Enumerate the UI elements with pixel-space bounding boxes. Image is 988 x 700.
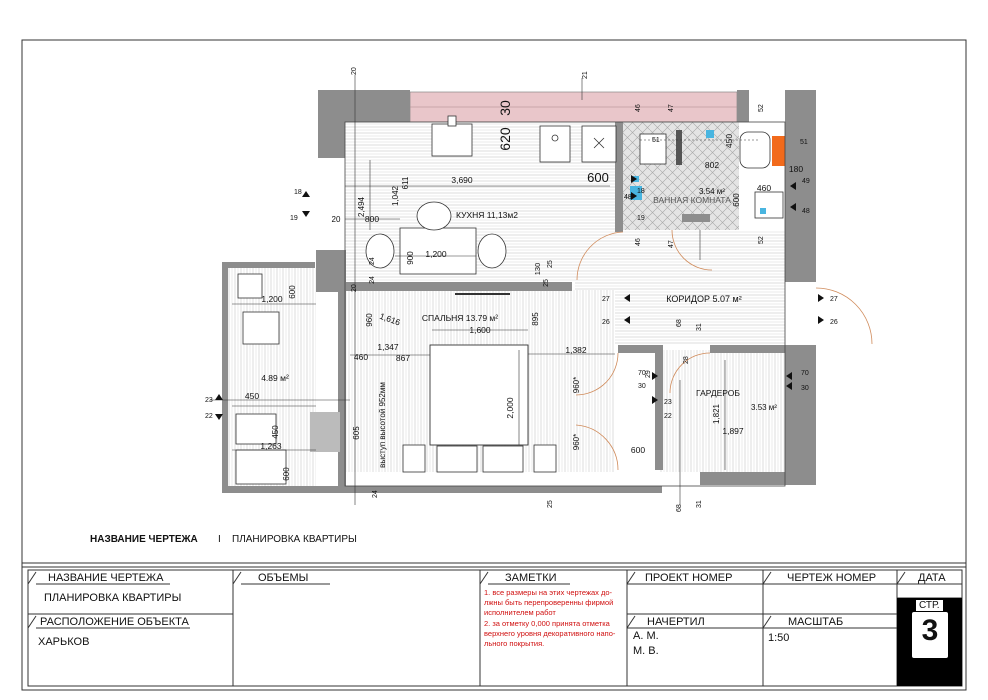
mark: 52 [758,236,765,244]
drawing-title-separator: I [218,534,221,545]
room-area-wardrobe: 3.53 м² [751,403,777,412]
dim-180: 180 [788,164,804,174]
mark: 18 [294,189,302,196]
dim-867: 867 [395,353,411,363]
dim-802: 802 [704,160,720,170]
mark: 51 [652,137,660,144]
stove [432,124,472,156]
mark: 30 [638,383,646,390]
wall [222,262,315,268]
tb-date-label: ДАТА [918,572,946,584]
dim-605: 605 [352,426,361,440]
dim-1263: 1,263 [260,441,282,451]
mark: 24 [369,257,376,265]
mark: 46 [635,238,642,246]
dim-1897: 1,897 [722,426,744,436]
tb-note-1: 1. все размеры на этих чертежах до-лжны быть перепроверенны фирмой исполнителем работ [484,588,614,617]
mark: 24 [372,490,379,498]
mark: 20 [351,67,358,75]
wall [346,282,572,291]
dim-1042: 1,042 [391,185,400,207]
dim-620: 620 [497,127,513,151]
mark: 29 [645,370,652,378]
mark: 28 [683,356,690,364]
heater [772,136,785,166]
dim-1600: 1,600 [469,325,491,335]
room-label-wardrobe: ГАРДЕРОБ [696,388,740,398]
tb-location-label: РАСПОЛОЖЕНИЕ ОБЪЕКТА [40,616,189,628]
mark: 25 [547,260,554,268]
dim-960a: 960 [365,313,374,327]
mark: 30 [801,385,809,392]
drawing-title-label: НАЗВАНИЕ ЧЕРТЕЖА [90,534,198,545]
mark: 47 [668,104,675,112]
armchair [243,312,279,344]
drawing-title-value: ПЛАНИРОВКА КВАРТИРЫ [232,534,357,545]
room-label-kitchen: КУХНЯ 11,13м2 [456,210,518,220]
mark: 21 [582,71,589,79]
mark: 22 [664,413,672,420]
tb-drawn-value-2: М. В. [633,645,659,657]
wall [318,90,345,158]
tb-name-label: НАЗВАНИЕ ЧЕРТЕЖА [48,572,164,584]
dim-600d: 600 [282,467,291,481]
washing-machine [238,274,262,298]
dim-1821: 1,821 [712,403,721,425]
dim-20: 20 [331,215,341,224]
mark: 26 [602,319,610,326]
dim-1616: 1,616 [378,310,402,328]
dim-25: 25 [543,279,550,287]
dim-2000: 2,000 [505,397,515,419]
dim-30: 30 [497,100,513,116]
room-label-corridor: КОРИДОР 5.07 м² [666,294,742,304]
mark: 70 [638,370,646,377]
dim-900: 900 [406,251,415,265]
dim-960c: 960* [572,433,581,451]
mark: 23 [664,399,672,406]
dim-2494: 2,494 [357,196,366,218]
wall [222,262,228,492]
mark: 68 [676,504,683,512]
wall [737,90,749,122]
dim-24: 24 [369,276,376,284]
wall [655,345,663,470]
dim-1382: 1,382 [565,345,587,355]
tb-name-value: ПЛАНИРОВКА КВАРТИРЫ [44,592,182,604]
dim-450c: 450 [271,425,280,439]
cabinet [236,414,276,444]
dim-800: 800 [364,214,380,224]
tb-location-value: ХАРЬКОВ [38,636,90,648]
mark: 20 [351,284,358,292]
mark: 52 [758,104,765,112]
dim-960b: 960* [572,376,581,394]
tb-scale-label: МАСШТАБ [788,616,844,628]
tb-page-label: СТР. [916,600,943,611]
mark: 47 [668,240,675,248]
room-label-bathroom: ВАННАЯ КОМНАТА [653,195,731,205]
mark: 70 [801,370,809,377]
toilet [740,132,770,168]
dim-1200: 1,200 [425,249,447,259]
mark: 25 [547,500,554,508]
dim-611: 611 [401,176,410,190]
tb-scale-value: 1:50 [768,632,790,644]
note-protrusion: выступ высотой 952мм [378,382,387,468]
mark: 26 [830,319,838,326]
dim-600e: 600 [630,445,646,455]
mark: 19 [290,215,298,222]
tb-volumes-label: ОБЪЕМЫ [258,572,309,584]
wall [785,90,816,282]
dim-600b: 600 [732,193,741,207]
shower [755,192,783,218]
fridge [582,126,616,162]
wall [700,472,816,485]
mark: 27 [602,296,610,303]
tb-drawn-label: НАЧЕРТИЛ [647,616,705,628]
column [310,412,340,452]
tb-notes-label: ЗАМЕТКИ [505,572,557,584]
dim-3690: 3,690 [451,175,473,185]
dim-1200b: 1,200 [261,294,283,304]
partition [676,130,682,165]
mark: 68 [676,319,683,327]
mark: 48 [624,194,632,201]
wall [682,214,710,222]
dim-600c: 600 [288,285,297,299]
mark: 19 [637,215,645,222]
tb-drawn-value-1: А. М. [633,630,659,642]
sink [540,126,570,162]
room-area-balcony: 4.89 м² [261,373,289,383]
dim-460: 460 [756,183,772,193]
mark: 51 [800,139,808,146]
room-label-bedroom: СПАЛЬНЯ 13.79 м² [421,313,499,323]
mark: 22 [205,413,213,420]
dim-450: 450 [724,133,734,149]
room-area-bathroom: 3.54 м² [699,187,725,196]
mark: 23 [205,397,213,404]
mark: 48 [802,208,810,215]
tb-drawing-no-label: ЧЕРТЕЖ НОМЕР [787,572,877,584]
dim-1347: 1,347 [377,342,399,352]
dim-600: 600 [587,170,609,185]
entrance-door [816,288,872,344]
dim-460b: 460 [353,352,369,362]
mark: 49 [802,178,810,185]
dim-450b: 450 [244,391,260,401]
dim-895: 895 [531,312,540,326]
wall [618,345,660,353]
tb-project-label: ПРОЕКТ НОМЕР [645,572,733,584]
tb-note-2: 2. за отметку 0,000 принята отметка верхнего уровня декоративного напо-льного покрытия. [484,619,616,648]
mark: 27 [830,296,838,303]
wall [785,345,816,485]
wall [316,250,346,292]
mark: 18 [637,188,645,195]
wall [222,486,662,493]
tb-page-value: 3 [921,614,939,647]
mark: 46 [635,104,642,112]
mark: 31 [696,323,703,331]
dim-130: 130 [533,262,542,276]
bed [430,345,528,445]
mark: 31 [696,500,703,508]
